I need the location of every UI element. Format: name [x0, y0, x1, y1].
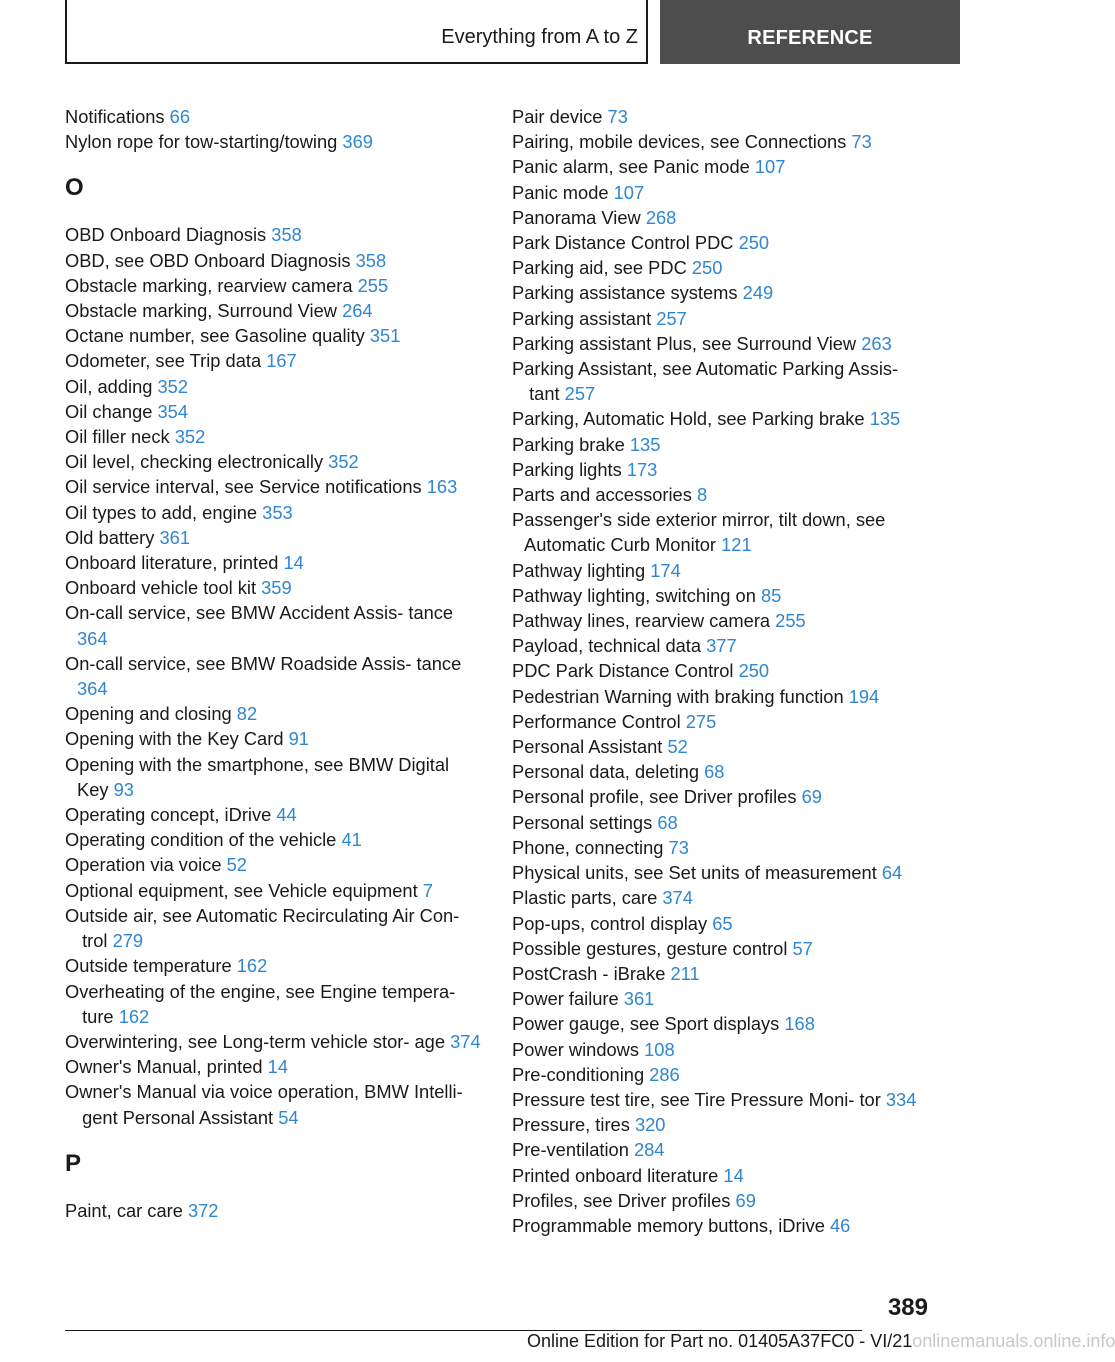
- index-entry: [65, 1029, 485, 1054]
- index-entry-page-link[interactable]: 174: [650, 559, 681, 581]
- index-entry: [512, 154, 932, 179]
- index-entry-page-link[interactable]: 85: [760, 584, 782, 606]
- index-entry-text: Operating concept, iDrive: [65, 804, 272, 826]
- index-entry-text: Personal settings: [512, 811, 653, 833]
- index-entry-text: Oil filler neck: [65, 426, 170, 448]
- index-entry: [65, 575, 485, 600]
- page-number: 389: [887, 1294, 928, 1321]
- index-entry-text: Park Distance Control PDC: [512, 232, 734, 254]
- index-entry: [512, 1188, 932, 1213]
- index-entry-text: Printed onboard literature: [512, 1164, 719, 1186]
- index-entry-text: Overheating of the engine, see Engine tempera‐ ture: [65, 980, 456, 1027]
- index-entry: [65, 752, 485, 802]
- index-entry-text: Parking lights: [512, 458, 622, 480]
- index-entry-text: Parking, Automatic Hold, see Parking brake: [512, 408, 865, 430]
- index-entry-text: Odometer, see Trip data: [65, 350, 262, 372]
- index-entry-text: Oil level, checking electronically: [65, 451, 324, 473]
- index-entry: [65, 424, 485, 449]
- index-entry-text: Pair device: [512, 106, 603, 127]
- index-entry-text: Pre-ventilation: [512, 1139, 629, 1161]
- index-entry: [512, 507, 932, 557]
- index-entry-page-link[interactable]: 65: [712, 912, 733, 934]
- index-entry: [65, 726, 485, 751]
- index-entry-page-link[interactable]: 57: [792, 937, 813, 959]
- index-entry-page-link[interactable]: 52: [226, 854, 247, 876]
- index-entry-page-link[interactable]: 334: [885, 1088, 917, 1110]
- index-entry-page-link[interactable]: 249: [742, 282, 774, 304]
- index-entry-page-link[interactable]: 359: [261, 577, 292, 599]
- index-entry: [512, 860, 932, 885]
- index-entry-text: Onboard vehicle tool kit: [65, 577, 257, 599]
- index-entry-text: Opening and closing: [65, 703, 232, 725]
- index-entry-page-link[interactable]: 255: [357, 274, 389, 296]
- index-entry-page-link[interactable]: 41: [341, 829, 362, 851]
- index-entry: [65, 374, 485, 399]
- index-letter-heading: O: [65, 174, 84, 202]
- index-entry: [512, 1163, 932, 1188]
- index-entry-page-link[interactable]: 14: [723, 1164, 744, 1186]
- index-entry: [65, 248, 485, 273]
- index-entry-page-link[interactable]: 268: [645, 206, 677, 228]
- index-entry: [512, 432, 932, 457]
- index-entry: [512, 734, 932, 759]
- index-entry-page-link[interactable]: 374: [450, 1030, 481, 1052]
- index-entry-page-link[interactable]: 69: [801, 786, 822, 808]
- index-entry-page-link[interactable]: 68: [657, 811, 678, 833]
- index-entry-text: Panic alarm, see Panic mode: [512, 156, 750, 178]
- index-entry-text: Pathway lighting: [512, 559, 646, 581]
- index-entry: [512, 633, 932, 658]
- index-entry: [512, 608, 932, 633]
- index-entry: [65, 600, 485, 650]
- index-entry-text: Personal Assistant: [512, 736, 663, 758]
- index-entry-page-link[interactable]: 361: [159, 526, 191, 548]
- index-entry-text: Opening with the smartphone, see BMW Digital Key: [65, 753, 450, 800]
- index-entry-page-link[interactable]: 163: [426, 476, 458, 498]
- index-entry-text: Parking Assistant, see Automatic Parking Assis‐ tant: [512, 358, 899, 405]
- index-entry: [65, 550, 485, 575]
- header-left-rule: [65, 0, 67, 64]
- index-entry: [512, 658, 932, 683]
- index-entry-text: Parking assistant: [512, 307, 652, 329]
- index-entry-text: On-call service, see BMW Accident Assis‐ tance: [65, 602, 454, 624]
- index-entry-text: Outside temperature: [65, 955, 232, 977]
- index-entry-page-link[interactable]: 352: [328, 451, 359, 473]
- index-entry-text: Parking assistant Plus, see Surround View: [512, 332, 857, 354]
- index-entry-page-link[interactable]: 8: [696, 484, 708, 506]
- index-entry: [512, 911, 932, 936]
- index-entry-page-link[interactable]: 377: [706, 635, 737, 657]
- reference-tab-label: REFERENCE: [747, 27, 873, 49]
- index-entry-page-link[interactable]: 358: [271, 224, 302, 246]
- index-entry: [65, 399, 485, 424]
- index-entry-text: Power failure: [512, 988, 619, 1010]
- index-entry: [65, 651, 485, 701]
- index-entry-page-link[interactable]: 73: [668, 836, 689, 858]
- index-entry-page-link[interactable]: 354: [157, 400, 189, 422]
- index-entry: [65, 903, 485, 953]
- index-entry: [512, 709, 932, 734]
- index-letter-heading: P: [65, 1149, 82, 1177]
- index-entry-page-link[interactable]: 250: [691, 257, 723, 279]
- index-entry-text: On-call service, see BMW Roadside Assis‐ tance: [65, 652, 462, 674]
- index-entry-text: Parking brake: [512, 433, 625, 455]
- footer-watermark: onlinemanuals.online.info: [912, 1331, 1115, 1351]
- index-entry: [512, 129, 932, 154]
- index-entry-page-link[interactable]: 320: [634, 1114, 666, 1136]
- index-entry-page-link[interactable]: 64: [881, 862, 903, 884]
- reference-tab: [660, 0, 960, 64]
- index-entry: [65, 852, 485, 877]
- index-entry: [512, 986, 932, 1011]
- index-entry: [512, 306, 932, 331]
- index-entry-text: OBD Onboard Diagnosis: [65, 224, 267, 246]
- index-entry-text: Owner's Manual, printed: [65, 1056, 263, 1078]
- index-entry-text: Phone, connecting: [512, 836, 664, 858]
- index-column-left: [65, 104, 485, 1223]
- index-entry-page-link[interactable]: 108: [644, 1038, 675, 1060]
- index-entry-page-link[interactable]: 352: [157, 375, 189, 397]
- index-entry: [65, 273, 485, 298]
- index-entry: [65, 298, 485, 323]
- index-entry: [512, 558, 932, 583]
- index-entry-page-link[interactable]: 107: [613, 181, 645, 203]
- index-entry-text: Owner's Manual via voice operation, BMW Intelli‐ gent Personal Assistant: [65, 1081, 463, 1128]
- index-entry-page-link[interactable]: 279: [112, 930, 144, 952]
- index-entry-page-link[interactable]: 52: [667, 736, 688, 758]
- index-entry-text: Programmable memory buttons, iDrive: [512, 1214, 825, 1236]
- index-entry-text: Nylon rope for tow-starting/towing: [65, 131, 338, 153]
- index-entry-text: Obstacle marking, Surround View: [65, 300, 337, 322]
- index-entry-text: Onboard literature, printed: [65, 552, 279, 574]
- index-entry-text: Pathway lighting, switching on: [512, 584, 756, 606]
- index-entry: [512, 280, 932, 305]
- index-entry: [512, 406, 932, 431]
- index-entry-text: Personal profile, see Driver profiles: [512, 786, 797, 808]
- index-entry-page-link[interactable]: 364: [77, 678, 108, 700]
- section-title: Everything from A to Z: [441, 26, 638, 48]
- index-entry-text: Possible gestures, gesture control: [512, 937, 788, 959]
- index-entry-page-link[interactable]: 167: [266, 350, 297, 372]
- index-entry-text: Plastic parts, care: [512, 887, 658, 909]
- index-entry-page-link[interactable]: 250: [738, 660, 770, 682]
- index-entry-text: Outside air, see Automatic Recirculating Air Con‐ trol: [65, 904, 460, 952]
- index-entry-text: Oil types to add, engine: [65, 501, 258, 523]
- index-entry: [65, 827, 485, 852]
- index-entry: [512, 835, 932, 860]
- index-entry-page-link[interactable]: 54: [278, 1106, 299, 1128]
- index-entry-page-link[interactable]: 257: [656, 307, 687, 329]
- index-entry-page-link[interactable]: 69: [735, 1189, 756, 1211]
- index-entry-text: Parts and accessories: [512, 484, 692, 506]
- index-entry-text: Pressure test tire, see Tire Pressure Moni‐ tor: [512, 1088, 881, 1110]
- index-entry: [512, 255, 932, 280]
- index-entry-page-link[interactable]: 372: [187, 1199, 219, 1221]
- index-entry-text: Parking assistance systems: [512, 282, 738, 304]
- index-entry: [512, 961, 932, 986]
- index-entry-page-link[interactable]: 257: [564, 383, 596, 405]
- index-entry-page-link[interactable]: 275: [685, 710, 717, 732]
- index-entry-text: Opening with the Key Card: [65, 728, 284, 750]
- index-entry: [65, 500, 485, 525]
- index-entry: [512, 759, 932, 784]
- index-entry: [65, 323, 485, 348]
- index-entry: [65, 222, 485, 247]
- index-entry-page-link[interactable]: 361: [623, 988, 655, 1010]
- index-entry: [65, 525, 485, 550]
- index-entry: [512, 482, 932, 507]
- index-entry-text: Pre-conditioning: [512, 1063, 645, 1085]
- index-entry-text: Power windows: [512, 1038, 640, 1060]
- index-entry-page-link[interactable]: 284: [633, 1139, 665, 1161]
- index-entry-text: Oil service interval, see Service notifications: [65, 476, 422, 498]
- index-entry-page-link[interactable]: 250: [738, 232, 770, 254]
- index-entry: [512, 810, 932, 835]
- index-entry-text: Pathway lines, rearview camera: [512, 610, 771, 632]
- index-entry: [512, 230, 932, 255]
- index-entry-page-link[interactable]: 358: [355, 249, 387, 271]
- index-entry-text: Oil, adding: [65, 375, 153, 397]
- index-entry: [512, 1213, 932, 1238]
- index-entry-page-link[interactable]: 82: [236, 703, 258, 725]
- index-entry-text: Pop-ups, control display: [512, 912, 708, 934]
- index-entry-text: Power gauge, see Sport displays: [512, 1013, 780, 1035]
- index-entry: [512, 885, 932, 910]
- index-entry: [65, 348, 485, 373]
- index-entry-text: Pressure, tires: [512, 1114, 630, 1136]
- index-entry-page-link[interactable]: 14: [283, 552, 304, 574]
- index-entry-text: PDC Park Distance Control: [512, 660, 734, 682]
- index-entry-text: Oil change: [65, 400, 153, 422]
- index-entry-page-link[interactable]: 73: [851, 131, 872, 153]
- index-entry-text: Obstacle marking, rearview camera: [65, 274, 353, 296]
- index-entry-text: OBD, see OBD Onboard Diagnosis: [65, 249, 351, 271]
- index-entry-page-link[interactable]: 374: [662, 887, 693, 909]
- index-entry-page-link[interactable]: 353: [262, 501, 293, 523]
- index-entry: [65, 474, 485, 499]
- index-entry-page-link[interactable]: 194: [848, 685, 880, 707]
- index-entry: [65, 1198, 485, 1223]
- index-entry-text: Paint, car care: [65, 1199, 183, 1221]
- index-entry: [512, 205, 932, 230]
- index-entry: [512, 1062, 932, 1087]
- index-entry-page-link[interactable]: 211: [670, 962, 700, 984]
- index-entry: [512, 583, 932, 608]
- index-entry-text: PostCrash - iBrake: [512, 962, 666, 984]
- index-entry-page-link[interactable]: 369: [342, 131, 373, 153]
- index-entry: [65, 1054, 485, 1079]
- index-entry-page-link[interactable]: 352: [174, 426, 206, 448]
- index-entry: [512, 936, 932, 961]
- index-entry: [512, 457, 932, 482]
- index-entry-page-link[interactable]: 46: [830, 1214, 851, 1236]
- index-entry-text: Optional equipment, see Vehicle equipment: [65, 879, 418, 901]
- index-entry-text: Operation via voice: [65, 854, 222, 876]
- index-entry: [65, 104, 485, 129]
- index-entry-text: Panorama View: [512, 206, 641, 228]
- index-entry: [512, 784, 932, 809]
- index-entry-page-link[interactable]: 66: [169, 106, 191, 127]
- index-entry-text: Operating condition of the vehicle: [65, 829, 337, 851]
- index-entry: [65, 1079, 485, 1129]
- index-entry-page-link[interactable]: 93: [113, 778, 134, 800]
- index-entry: [65, 449, 485, 474]
- index-entry: [512, 1112, 932, 1137]
- index-entry-page-link[interactable]: 286: [649, 1063, 680, 1085]
- index-entry-text: Profiles, see Driver profiles: [512, 1189, 731, 1211]
- index-entry-page-link[interactable]: 121: [721, 534, 752, 556]
- index-entry-text: Personal data, deleting: [512, 761, 700, 783]
- index-entry-text: Passenger's side exterior mirror, tilt down, see Automatic Curb Monitor: [512, 509, 886, 556]
- index-entry: [65, 953, 485, 978]
- index-entry: [512, 684, 932, 709]
- index-entry: [65, 979, 485, 1029]
- index-entry-page-link[interactable]: 168: [784, 1013, 815, 1035]
- index-entry-page-link[interactable]: 135: [629, 433, 661, 455]
- index-entry-page-link[interactable]: 255: [775, 610, 806, 632]
- index-entry: [512, 331, 932, 356]
- index-entry-text: Payload, technical data: [512, 635, 702, 657]
- index-entry-page-link[interactable]: 7: [422, 879, 433, 901]
- index-entry-page-link[interactable]: 162: [118, 1005, 150, 1027]
- index-entry-text: Physical units, see Set units of measurement: [512, 862, 877, 884]
- index-entry-page-link[interactable]: 91: [288, 728, 309, 750]
- index-entry-page-link[interactable]: 264: [342, 300, 373, 322]
- index-entry-text: Pedestrian Warning with braking function: [512, 685, 844, 707]
- index-entry-page-link[interactable]: 364: [77, 627, 108, 649]
- index-entry: [512, 180, 932, 205]
- index-entry-page-link[interactable]: 73: [607, 106, 628, 127]
- index-entry: [512, 1037, 932, 1062]
- index-column-right: [512, 104, 932, 1238]
- index-entry-page-link[interactable]: 68: [704, 761, 725, 783]
- index-entry-page-link[interactable]: 263: [861, 332, 892, 354]
- index-entry: [512, 1011, 932, 1036]
- page-header: [0, 0, 960, 66]
- index-entry-text: Panic mode: [512, 181, 609, 203]
- index-entry: [512, 104, 932, 129]
- index-entry: [512, 356, 932, 406]
- footer: [527, 1331, 1115, 1352]
- index-entry-page-link[interactable]: 44: [276, 804, 297, 826]
- index-entry-page-link[interactable]: 162: [236, 955, 268, 977]
- index-entry-text: Performance Control: [512, 710, 681, 732]
- index-entry: [512, 1087, 932, 1112]
- index-entry-text: Octane number, see Gasoline quality: [65, 325, 365, 347]
- index-entry: [65, 129, 485, 154]
- index-entry-page-link[interactable]: 173: [626, 458, 658, 480]
- index-entry-page-link[interactable]: 351: [369, 325, 401, 347]
- index-entry: [65, 802, 485, 827]
- index-entry-text: Notifications: [65, 106, 165, 127]
- index-entry-text: Parking aid, see PDC: [512, 257, 687, 279]
- index-entry-page-link[interactable]: 14: [267, 1056, 289, 1078]
- index-entry: [512, 1137, 932, 1162]
- footer-edition: Online Edition for Part no. 01405A37FC0 - VI/21: [527, 1331, 913, 1351]
- index-entry-page-link[interactable]: 135: [869, 408, 901, 430]
- index-entry: [65, 878, 485, 903]
- index-entry: [65, 701, 485, 726]
- index-entry-text: Pairing, mobile devices, see Connections: [512, 131, 847, 153]
- index-entry-text: Overwintering, see Long-term vehicle stor‐ age: [65, 1030, 446, 1052]
- index-entry-text: Old battery: [65, 526, 155, 548]
- index-entry-page-link[interactable]: 107: [754, 156, 786, 178]
